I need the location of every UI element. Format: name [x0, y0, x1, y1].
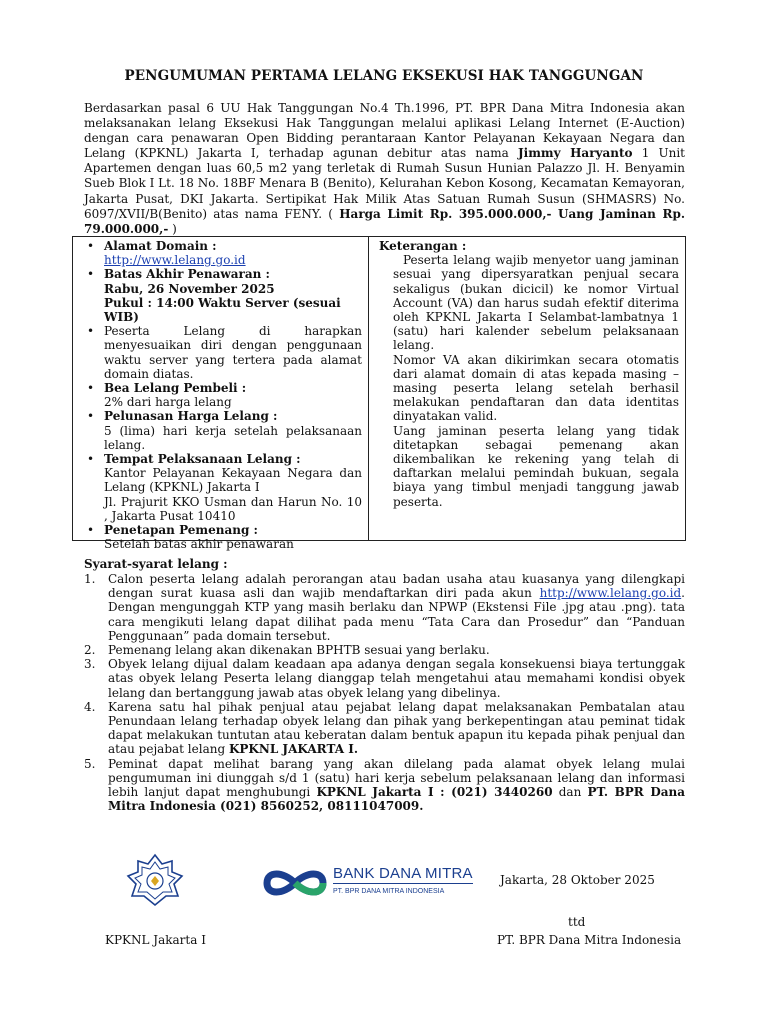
- item-server-note: [86, 324, 362, 381]
- signing-date: Jakarta, 28 Oktober 2025: [500, 873, 655, 887]
- domain-link[interactable]: http://www.lelang.go.id: [104, 253, 246, 268]
- page-title: PENGUMUMAN PERTAMA LELANG EKSEKUSI HAK TANGGUNGAN: [124, 68, 644, 84]
- bullet-icon: •: [87, 523, 95, 538]
- list-item: [84, 757, 685, 814]
- notes-head: Keterangan :: [379, 239, 467, 253]
- bullet-icon: •: [87, 324, 95, 339]
- term-text: Obyek lelang dijual dalam keadaan apa adanya dengan segala konsekuensi biaya tertunggak atas obyek lelang Peserta lelang dianggap telah mengetahui atau memahami kondisi obyek lelang dan bertanggung jawab atas obyek lelang yang dibelinya.: [108, 657, 685, 700]
- item-fee: [86, 381, 362, 409]
- bullet-icon: •: [87, 239, 95, 253]
- terms-title: Syarat-syarat lelang :: [84, 557, 228, 571]
- payment-head: Pelunasan Harga Lelang :: [104, 409, 278, 424]
- list-item: [84, 657, 685, 700]
- intro-paragraph: [84, 101, 685, 237]
- list-item: [84, 572, 685, 643]
- term-bold: KPKNL JAKARTA I.: [228, 742, 358, 757]
- place-head: Tempat Pelaksanaan Lelang :: [104, 452, 301, 467]
- winner-body: Setelah batas akhir penawaran: [104, 537, 294, 552]
- info-box: [72, 236, 686, 552]
- list-item: [84, 700, 685, 757]
- list-number: 5.: [84, 756, 96, 771]
- place-address: Jl. Prajurit KKO Usman dan Harun No. 10 , Jakarta Pusat 10410: [104, 494, 362, 523]
- terms-list: [84, 572, 685, 813]
- deadline-time: Pukul : 14:00 Waktu Server (sesuai WIB): [104, 295, 341, 325]
- infinity-icon: [263, 864, 327, 902]
- term-text: Calon peserta lelang adalah perorangan atau badan usaha atau kuasanya yang dilengkapi dengan surat kuasa asli dan wajib mendaftarkan diri pada akun: [108, 572, 685, 601]
- item-domain: [86, 239, 362, 267]
- notes-paragraph: Nomor VA akan dikirimkan secara otomatis dari alamat domain di atas kepada masing – masing peserta lelang setelah berhasil melakukan pendaftaran dan data identitas dinyatakan valid.: [393, 352, 679, 424]
- payment-body: 5 (lima) hari kerja setelah pelaksanaan lelang.: [104, 423, 362, 452]
- intro-text-1: Berdasarkan pasal 6 UU Hak Tanggungan No.4 Th.1996, PT. BPR Dana Mitra Indonesia akan melaksanakan lelang Eksekusi Hak Tanggungan melalui aplikasi Lelang Internet (E-Auction) dengan cara penawaran Open Bidding perantaraan Kantor Pelayanan Kekayaan Negara dan Lelang (KPKNL) Jakarta I, terhadap agunan debitur atas nama: [84, 101, 685, 161]
- item-winner: [86, 523, 362, 551]
- price-info: Harga Limit Rp. 395.000.000,- Uang Jaminan Rp. 79.000.000,-: [84, 206, 686, 236]
- term-text: Karena satu hal pihak penjual atau pejabat lelang dapat melaksanakan Pembatalan atau Penundaan lelang terhadap obyek lelang dan pihak yang berkepentingan atau peminat tidak dapat melakukan tuntutan atau keberatan dalam bentuk apapun itu kepada pihak penjual dan atau pejabat lelang: [108, 699, 685, 757]
- fee-head: Bea Lelang Pembeli :: [104, 381, 247, 396]
- bullet-icon: •: [87, 409, 95, 424]
- notes-paragraph: Peserta lelang wajib menyetor uang jaminan sesuai yang dipersyaratkan penjual secara sekaligus (bukan dicicil) ke nomor Virtual Account (VA) dan harus sudah efektif diterima oleh KPKNL Jakarta I Selambat-lambatnya 1 (satu) hari kalender sebelum pelaksanaan lelang.: [393, 253, 679, 353]
- bank-logo: [263, 864, 473, 902]
- bullet-icon: •: [87, 452, 95, 467]
- kpknl-logo: [122, 852, 188, 911]
- list-number: 3.: [84, 657, 96, 672]
- intro-text-2: 1 Unit Apartemen dengan luas 60,5 m2 yang terletak di Rumah Susun Hunian Palazzo Jl. H. Benyamin Sueb Blok I Lt. 18 No. 18BF Menara B (Benito), Kelurahan Kebon Kosong, Kecamatan Kemayoran, Jakarta Pusat, DKI Jakarta. Sertipikat Hak Milik Atas Satuan Rumah Susun (SHMASRS) No. 6097/XVII/B(Benito) atas nama FENY. (: [84, 146, 686, 221]
- fee-body: 2% dari harga lelang: [104, 395, 232, 410]
- list-number: 2.: [84, 643, 96, 658]
- deadline-head: Batas Akhir Penawaran :: [104, 267, 270, 282]
- intro-text-3: ): [168, 221, 177, 236]
- list-item: [84, 643, 685, 657]
- bank-logo-sub: PT. BPR DANA MITRA INDONESIA: [333, 883, 473, 899]
- contact-bank: PT. BPR Dana Mitra Indonesia (021) 8560252, 08111047009.: [108, 785, 686, 814]
- item-deadline: [86, 267, 362, 324]
- bullet-icon: •: [87, 381, 95, 396]
- domain-head: Alamat Domain :: [104, 239, 217, 253]
- item-payment: [86, 409, 362, 452]
- item-place: [86, 452, 362, 523]
- right-signatory: PT. BPR Dana Mitra Indonesia: [497, 933, 682, 947]
- left-signatory: KPKNL Jakarta I: [105, 933, 206, 947]
- bullet-icon: •: [87, 267, 95, 282]
- signature-ttd: ttd: [568, 915, 586, 929]
- debtor-name: Jimmy Haryanto: [517, 146, 633, 161]
- list-number: 1.: [84, 572, 96, 586]
- bank-logo-name: BANK DANA MITRA: [333, 865, 473, 883]
- info-left-column: [73, 237, 369, 552]
- notes-paragraph: Uang jaminan peserta lelang yang tidak ditetapkan sebagai pemenang akan dikembalikan ke rekening yang telah di daftarkan melalui pemindah bukuan, segala biaya yang timbul menjadi tanggung jawab peserta.: [393, 423, 679, 509]
- server-note: Peserta Lelang di harapkan menyesuaikan diri dengan penggunaan waktu server yang tertera pada alamat domain diatas.: [104, 324, 362, 381]
- term-text: dan: [552, 785, 588, 800]
- list-number: 4.: [84, 699, 96, 714]
- deadline-date: Rabu, 26 November 2025: [104, 281, 275, 296]
- term-text: Pemenang lelang akan dikenakan BPHTB sesuai yang berlaku.: [108, 643, 490, 658]
- winner-head: Penetapan Pemenang :: [104, 523, 258, 538]
- info-right-column: [369, 237, 685, 540]
- contact-kpknl: KPKNL Jakarta I : (021) 3440260: [316, 785, 553, 800]
- term-text: Peminat dapat melihat barang yang akan dilelang pada alamat obyek lelang mulai pengumuman ini diunggah s/d 1 (satu) hari kerja sebelum pelaksanaan lelang dan informasi lebih lanjut dapat menghubungi: [108, 756, 685, 800]
- place-body: Kantor Pelayanan Kekayaan Negara dan Lelang (KPKNL) Jakarta I: [104, 466, 362, 495]
- term-text: . Dengan mengunggah KTP yang masih berlaku dan NPWP (Ekstensi File .jpg atau .png). tata cara mengikuti lelang dapat dilihat pada menu “Tata Cara dan Prosedur” dan “Panduan Penggunaan” pada domain tersebut.: [108, 586, 685, 643]
- domain-link[interactable]: http://www.lelang.go.id: [539, 586, 682, 601]
